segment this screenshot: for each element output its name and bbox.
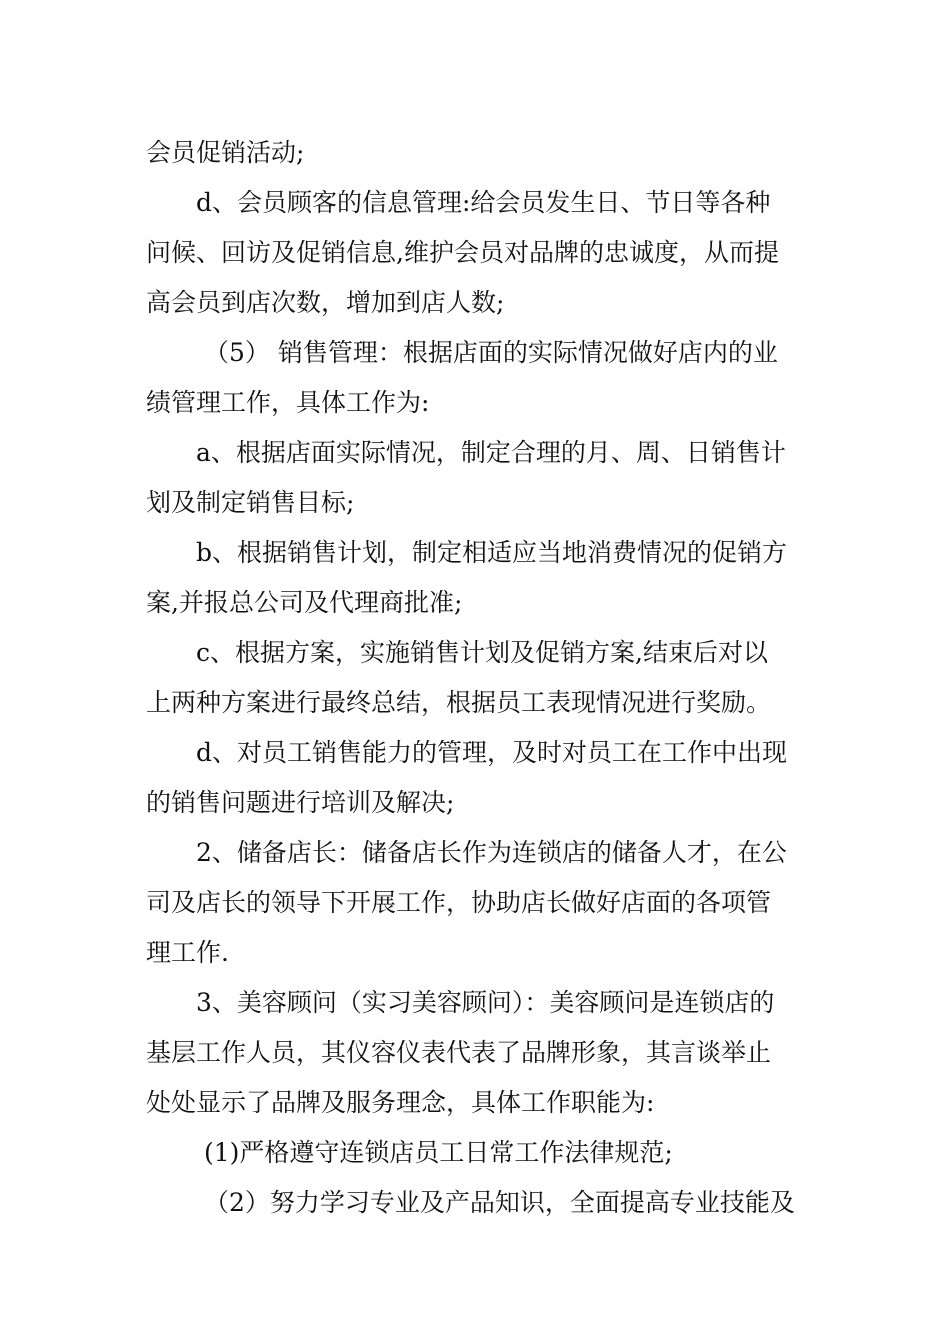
document-body [146, 128, 806, 1228]
text-line: 会员促销活动; [146, 138, 305, 167]
text-line: 上两种方案进行最终总结，根据员工表现情况进行奖励。 [146, 688, 772, 717]
text-line: 处处显示了品牌及服务理念，具体工作职能为: [146, 1088, 655, 1117]
text-line: 3、美容顾问（实习美容顾问）：美容顾问是连锁店的 [196, 988, 775, 1017]
text-line: 的销售问题进行培训及解决; [146, 788, 455, 817]
text-line: a、根据店面实际情况，制定合理的月、周、日销售计 [196, 438, 786, 467]
text-line: c、根据方案，实施销售计划及促销方案,结束后对以 [196, 638, 768, 667]
text-line: 基层工作人员，其仪容仪表代表了品牌形象，其言谈举止 [146, 1038, 772, 1067]
text-line: 2、储备店长：储备店长作为连锁店的储备人才，在公 [196, 838, 787, 867]
text-line: 理工作. [146, 938, 229, 967]
text-line: 绩管理工作，具体工作为: [146, 388, 430, 417]
text-line: (1)严格遵守连锁店员工日常工作法律规范; [204, 1138, 673, 1167]
text-line: 司及店长的领导下开展工作，协助店长做好店面的各项管 [146, 888, 772, 917]
text-line: d、对员工销售能力的管理，及时对员工在工作中出现 [196, 738, 788, 767]
text-line: 问候、回访及促销信息,维护会员对品牌的忠诚度，从而提 [146, 238, 779, 267]
text-line: （2）努力学习专业及产品知识，全面提高专业技能及 [204, 1188, 795, 1217]
text-line: d、会员顾客的信息管理:给会员发生日、节日等各种 [196, 188, 771, 217]
text-line: （5） 销售管理：根据店面的实际情况做好店内的业 [204, 338, 778, 367]
text-line: 高会员到店次数，增加到店人数; [146, 288, 505, 317]
text-line: b、根据销售计划，制定相适应当地消费情况的促销方 [196, 538, 788, 567]
text-line: 划及制定销售目标; [146, 488, 355, 517]
text-line: 案,并报总公司及代理商批准; [146, 588, 463, 617]
